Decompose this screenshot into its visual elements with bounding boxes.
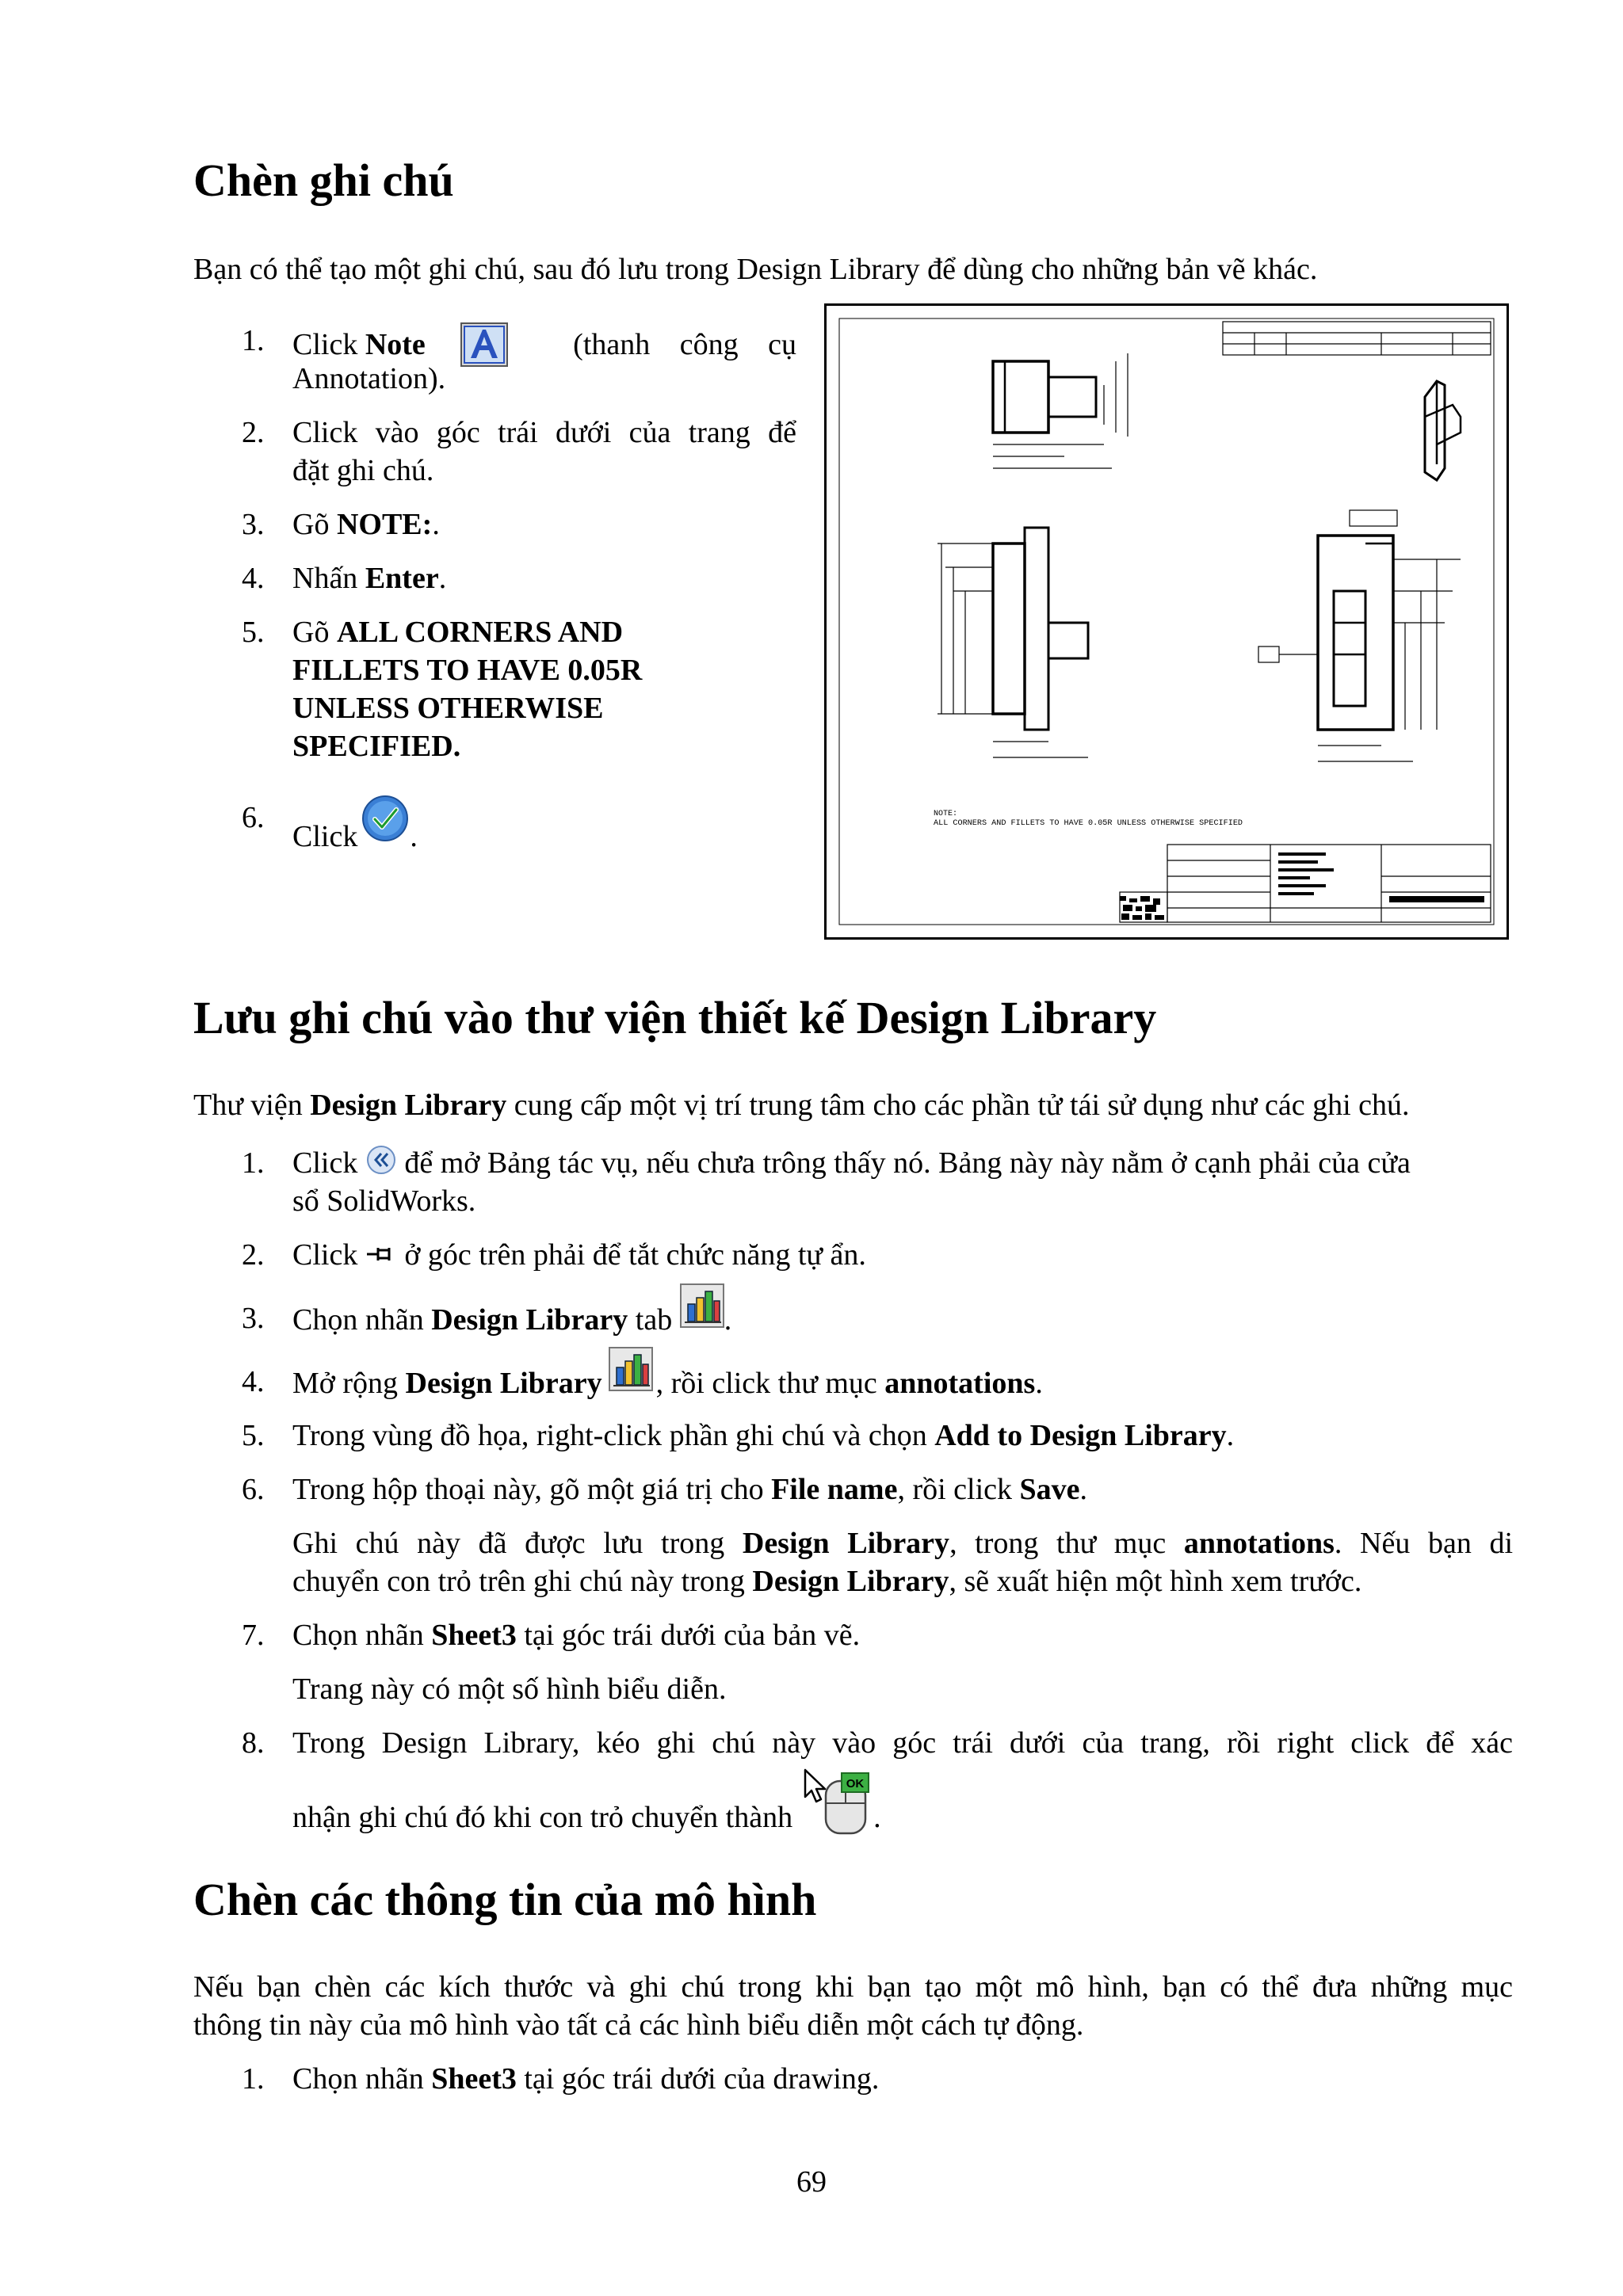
s2-step-7-note: Trang này có một số hình biểu diễn. <box>292 1672 727 1706</box>
step-number: 6. <box>242 801 265 834</box>
step-5-line4 <box>292 727 460 765</box>
step-number: 3. <box>242 508 265 541</box>
intro-text: Thư viện <box>193 1089 311 1122</box>
intro-bold: Design Library <box>310 1089 507 1122</box>
step-text: Gõ <box>292 508 337 541</box>
s2-step-7 <box>292 1616 860 1654</box>
s2-step-1-line1 <box>292 1144 1513 1182</box>
double-chevron-left-icon[interactable] <box>365 1144 397 1176</box>
step-bold: Add to Design Library <box>934 1419 1227 1452</box>
step-text: . <box>873 1801 881 1834</box>
drawing-sheet-figure <box>824 303 1509 940</box>
s2-step-6-note-line1 <box>292 1524 1513 1562</box>
step-text: chuyển con trỏ trên ghi chú này trong <box>292 1565 753 1598</box>
section3-intro-line2: thông tin này của mô hình vào tất cả các hình biểu diễn một cách tự động. <box>193 2008 1084 2042</box>
step-text: Mở rộng <box>292 1367 406 1400</box>
step-text: Chọn nhãn <box>292 1303 432 1337</box>
section2-intro <box>193 1086 1410 1124</box>
step-bold: annotations <box>1183 1527 1335 1560</box>
step-bold: SPECIFIED. <box>292 730 461 763</box>
step-text: , sẽ xuất hiện một hình xem trước. <box>949 1565 1362 1598</box>
step-text: . <box>1079 1473 1088 1506</box>
s2-step-2 <box>292 1236 866 1274</box>
step-text: Gõ <box>292 616 337 649</box>
step-4 <box>292 559 446 597</box>
step-text: Click <box>292 328 365 361</box>
page-number: 69 <box>796 2165 827 2199</box>
s2-step-8-line2 <box>292 1768 881 1836</box>
step-number: 1. <box>242 2062 265 2096</box>
design-library-icon[interactable] <box>680 1283 724 1328</box>
drag-cursor-ok-icon <box>802 1768 873 1836</box>
step-text: Ghi chú này đã được lưu trong <box>292 1527 743 1560</box>
step-text: nhận ghi chú đó khi con trỏ chuyển thành <box>292 1801 793 1834</box>
step-number: 1. <box>242 1146 265 1180</box>
step-number: 4. <box>242 562 265 595</box>
step-bold: Design Library <box>431 1303 628 1337</box>
step-text: Trong hộp thoại này, gõ một giá trị cho <box>292 1473 772 1506</box>
section3-intro-line1: Nếu bạn chèn các kích thước và ghi chú trong khi bạn tạo một mô hình, bạn có thể đưa những mục <box>193 1970 1513 2004</box>
step-text: . <box>724 1303 732 1337</box>
s3-step-1 <box>292 2060 879 2098</box>
step-text: . <box>1226 1419 1235 1452</box>
step-text: (thanh công cụ <box>543 328 796 361</box>
step-text: tại góc trái dưới của drawing. <box>516 2062 880 2096</box>
step-bold: Save <box>1019 1473 1080 1506</box>
step-6 <box>292 780 418 856</box>
step-bold: Design Library <box>752 1565 949 1598</box>
step-text: Click <box>292 1238 365 1272</box>
section-title-insert-note: Chèn ghi chú <box>193 154 454 206</box>
step-text: Click <box>292 820 358 853</box>
step-number: 7. <box>242 1619 265 1652</box>
step-text: Chọn nhãn <box>292 2062 432 2096</box>
step-bold: Design Library <box>405 1367 602 1400</box>
step-bold: Note <box>365 328 426 361</box>
section-title-save-note: Lưu ghi chú vào thư viện thiết kế Design Library <box>193 992 1157 1043</box>
step-2-line2: đặt ghi chú. <box>292 454 434 487</box>
step-text: tại góc trái dưới của bản vẽ. <box>516 1619 861 1652</box>
step-text: Nhấn <box>292 562 365 595</box>
step-number: 2. <box>242 416 265 449</box>
green-check-icon <box>361 794 410 843</box>
step-number: 3. <box>242 1302 265 1335</box>
step-bold: File name <box>771 1473 898 1506</box>
figure-note-title: NOTE: <box>934 810 958 818</box>
step-text: ở góc trên phải để tắt chức năng tự ẩn. <box>396 1238 866 1272</box>
step-number: 5. <box>242 1419 265 1452</box>
step-number: 6. <box>242 1473 265 1506</box>
drawing-sheet-svg <box>827 306 1507 937</box>
step-text: , trong thư mục <box>949 1527 1184 1560</box>
step-5-line3 <box>292 689 604 727</box>
step-text: tab <box>628 1303 680 1337</box>
s2-step-8-line1: Trong Design Library, kéo ghi chú này vào góc trái dưới của trang, rồi right click để xác <box>292 1726 1513 1760</box>
step-text: Chọn nhãn <box>292 1619 432 1652</box>
step-number: 8. <box>242 1726 265 1760</box>
step-text: để mở Bảng tác vụ, nếu chưa trông thấy nó. Bảng này này nằm ở cạnh phải của cửa <box>396 1146 1411 1180</box>
section1-intro: Bạn có thể tạo một ghi chú, sau đó lưu trong Design Library để dùng cho những bản vẽ khác. <box>193 253 1318 286</box>
step-bold: ALL CORNERS AND <box>336 616 624 649</box>
step-text: . <box>432 508 440 541</box>
cursor-ok-label: OK <box>846 1777 865 1791</box>
step-1-line2: Annotation). <box>292 362 446 395</box>
step-text: . <box>410 820 418 853</box>
step-number: 4. <box>242 1365 265 1398</box>
step-text: , rồi click <box>897 1473 1020 1506</box>
figure-note-text: ALL CORNERS AND FILLETS TO HAVE 0.05R UNLESS OTHERWISE SPECIFIED <box>934 819 1243 828</box>
step-number: 2. <box>242 1238 265 1272</box>
step-text: , rồi click thư mục <box>655 1367 885 1400</box>
step-number: 1. <box>242 324 265 357</box>
intro-text: cung cấp một vị trí trung tâm cho các phần tử tái sử dụng như các ghi chú. <box>506 1089 1410 1122</box>
s2-step-6 <box>292 1470 1087 1508</box>
step-5-line2 <box>292 651 642 689</box>
s2-step-6-note-line2 <box>292 1562 1361 1600</box>
step-text: . Nếu bạn di <box>1334 1527 1514 1560</box>
step-5-line1 <box>292 613 623 651</box>
step-bold: Design Library <box>742 1527 950 1560</box>
step-number: 5. <box>242 616 265 649</box>
note-A-icon <box>460 322 509 368</box>
step-text: Click <box>292 1146 365 1180</box>
step-text: . <box>1035 1367 1043 1400</box>
step-bold: Sheet3 <box>431 2062 517 2096</box>
section-title-insert-model-items: Chèn các thông tin của mô hình <box>193 1874 817 1925</box>
step-bold: annotations <box>884 1367 1036 1400</box>
step-bold: NOTE: <box>336 508 433 541</box>
pushpin-icon[interactable] <box>365 1236 397 1257</box>
step-3 <box>292 505 440 543</box>
step-2-line1: Click vào góc trái dưới của trang để <box>292 416 796 449</box>
step-bold: UNLESS OTHERWISE <box>292 692 604 725</box>
step-text: . <box>438 562 447 595</box>
step-bold: Enter <box>365 562 439 595</box>
s2-step-1-line2: sổ SolidWorks. <box>292 1184 476 1218</box>
step-bold: FILLETS TO HAVE 0.05R <box>292 654 643 687</box>
step-text: Trong vùng đồ họa, right-click phần ghi chú và chọn <box>292 1419 935 1452</box>
s2-step-3 <box>292 1282 731 1339</box>
step-bold: Sheet3 <box>431 1619 517 1652</box>
s2-step-5 <box>292 1417 1234 1455</box>
design-library-icon[interactable] <box>609 1347 653 1391</box>
s2-step-4 <box>292 1345 1043 1402</box>
